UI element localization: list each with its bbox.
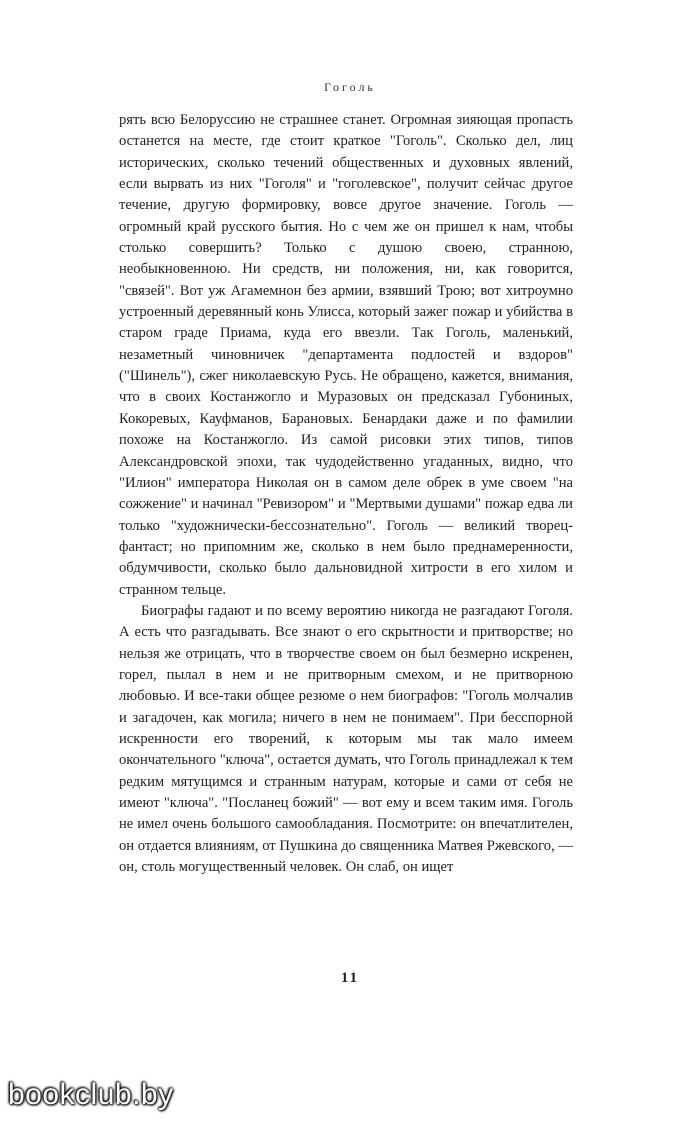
body-text <box>119 110 573 878</box>
running-head: Гоголь <box>324 80 376 94</box>
page-number: 11 <box>340 970 360 986</box>
paragraph: Биографы гадают и по всему вероятию никогда не разгадают Гоголя. А есть что разгадывать. Все знают о его скрытности и притворстве; но нельзя же отрицать, что в творчестве своем он был безмерно искренен, горел, пылал в нем и не притворным смехом, и не притворною любовью. И все-таки общее резюме о нем биографов: "Гоголь молчалив и загадочен, как могила; ничего в нем не понимаем". При бесспорной искренности его творений, к которым мы так мало имеем окончательного "ключа", остается думать, что Гоголь принадлежал к тем редким мятущимся и странным натурам, которые и сами от себя не имеют "ключа". "Посланец божий" — вот ему и всем таким имя. Гоголь не имел очень большого самообладания. Посмотрите: он впечатлителен, он отдается влияниям, от Пушкина до священника Матвея Ржевского, — он, столь могущественный человек. Он слаб, он ищет <box>119 602 573 876</box>
paragraph-continued: рять всю Белоруссию не страшнее станет. Огромная зияющая пропасть останется на месте, где стоит краткое "Гоголь". Сколько дел, лиц исторических, сколько течений общественных и духовных явлений, если вырвать из них "Гоголя" и "гоголевское", получит сейчас другое течение, другую формировку, вовсе другое значение. Гоголь — огромный край русского бытия. Но с чем же он пришел к нам, чтобы столько совершить? Только с душою своею, странною, необыкновенною. Ни средств, ни положения, ни, как говорится, "связей". Вот уж Агамемнон без армии, взявший Трою; вот хитроумно устроенный деревянный конь Улисса, который зажег пожар и убийства в старом граде Приама, куда его ввезли. Так Гоголь, маленький, незаметный чиновничек "департамента подлостей и вздоров" ("Шинель"), сжег николаевскую Русь. Не обращено, кажется, внимания, что в своих Костанжогло и Муразовых он предсказал Губониных, Кокоревых, Кауфманов, Барановых. Бенардаки даже и по фамилии похоже на Костанжогло. Из самой рисовки этих типов, типов Александровской эпохи, так чудодейственно угаданных, видно, что "Илион" императора Николая он в самом деле обрек в уме своем "на сожжение" и начинал "Ревизором" и "Мертвыми душами" пожар едва ли только "художнически-бессознательно". Гоголь — великий творец-фантаст; но припомним же, сколько в нем было преднамеренности, обдумчивости, сколько было дальновидной хитрости в его хилом и странном тельце. <box>119 112 573 598</box>
watermark: bookclub.by <box>8 1078 174 1111</box>
